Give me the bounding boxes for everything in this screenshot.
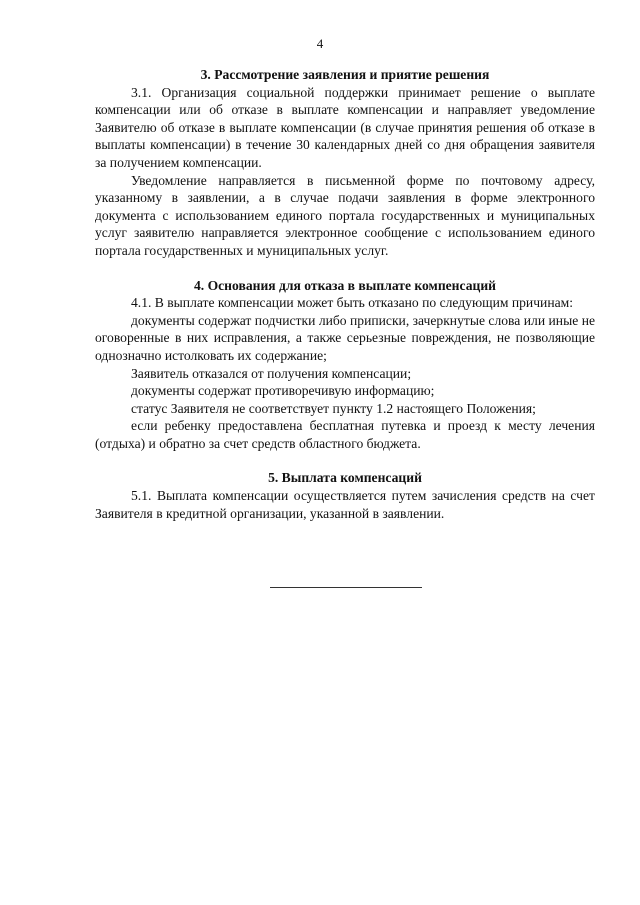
section-3-heading: 3. Рассмотрение заявления и приятие решения bbox=[200, 67, 490, 82]
section-5-paragraph-1: 5.1. Выплата компенсации осуществляется путем зачисления средств на счет Заявителя в кредитной организации, указанной в заявлении. bbox=[95, 488, 595, 521]
section-4-paragraph-1: 4.1. В выплате компенсации может быть отказано по следующим причинам: bbox=[131, 295, 574, 311]
section-3-paragraph-1: 3.1. Организация социальной поддержки принимает решение о выплате компенсации или об отказе в выплате компенсации и направляет уведомление Заявителю об отказе в выплате компенсации (в случае принятия решения об отказе в выплаты компенсации) в течение 30 календарных дней со дня обращения заявителя за получением компенсации. bbox=[95, 84, 595, 170]
section-4-paragraph-2: документы содержат подчистки либо приписки, зачеркнутые слова или иные не оговоренные в них исправления, а также серьезные повреждения, не позволяющие однозначно истолковать их содержание; bbox=[95, 312, 595, 363]
section-4-heading: 4. Основания для отказа в выплате компенсаций bbox=[193, 277, 497, 293]
section-5-heading: 5. Выплата компенсаций bbox=[268, 470, 422, 486]
closing-divider bbox=[270, 587, 422, 588]
section-4-paragraph-4: документы содержат противоречивую информацию; bbox=[131, 383, 435, 399]
section-4-paragraph-6: если ребенку предоставлена бесплатная путевка и проезд к месту лечения (отдыха) и обратно за счет средств областного бюджета. bbox=[95, 418, 595, 451]
page-number: 4 bbox=[316, 36, 324, 51]
section-4-paragraph-3: Заявитель отказался от получения компенсации; bbox=[131, 365, 412, 381]
section-4-paragraph-5: статус Заявителя не соответствует пункту 1.2 настоящего Положения; bbox=[131, 400, 536, 416]
document-body bbox=[95, 66, 595, 522]
section-3-paragraph-2: Уведомление направляется в письменной форме по почтовому адресу, указанному в заявлении, а в случае подачи заявления в форме электронного документа с использованием единого портала государственных и муниципальных услуг заявителю направляется электронное сообщение с использованием единого портала государственных и муниципальных услуг. bbox=[95, 172, 595, 258]
